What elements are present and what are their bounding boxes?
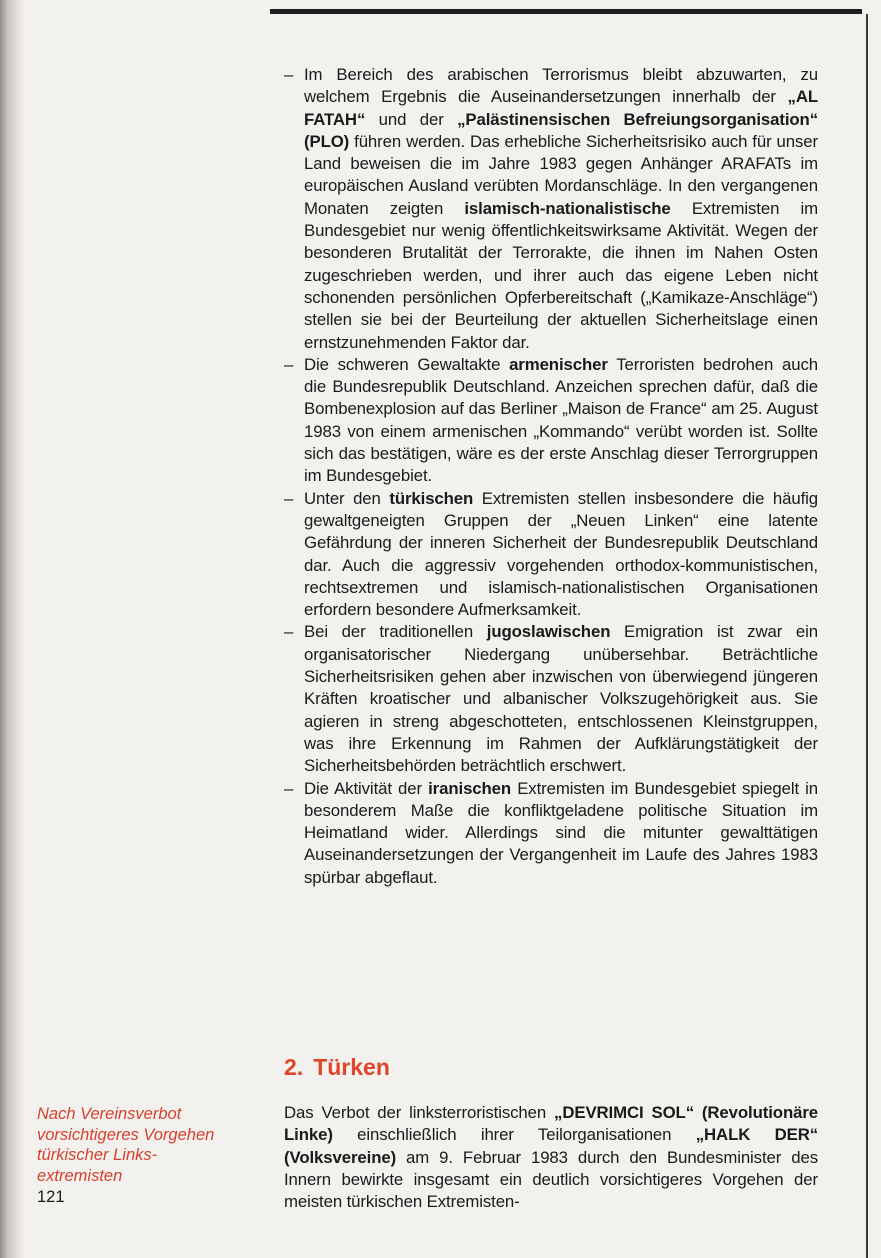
bullet-text <box>304 355 818 485</box>
bullet-list <box>284 64 818 889</box>
text-run: Die Aktivität der <box>304 778 429 798</box>
section-title: Türken <box>313 1054 390 1080</box>
text-run: Extremisten im Bundesgebiet nur wenig öffentlichkeitswirksame Aktivität. Wegen der besonderen Brutalität der Terrorakte, die ihnen im Nahen Osten zugeschrieben werden, und ihrer auch das eigene Leben nicht schonenden persönlichen Opferbereitschaft („Kamikaze-Anschläge“) stellen sie bei der Beurteilung der aktuellen Sicherheitslage einen ernstzunehmenden Faktor dar. <box>304 198 818 352</box>
text-run: Extremisten stellen insbesondere die häufig gewaltgeneigten Gruppen der „Neuen Linken“ eine latente Gefährdung der inneren Sicherheit der Bundesrepublik Deutschland dar. Auch die aggressiv vorgehenden orthodox-kommunistischen, rechtsextremen und islamisch-nationalistischen Organisationen erfordern besondere Aufmerksamkeit. <box>304 488 818 620</box>
bullet-text <box>304 65 818 352</box>
emphasized-text: jugoslawischen <box>486 622 611 642</box>
bullet-text <box>304 489 818 619</box>
margin-note-line: extremisten <box>37 1167 123 1186</box>
page-number: 121 <box>37 1188 65 1206</box>
right-edge-rule <box>866 14 868 1258</box>
text-run: Das Verbot der linksterroristischen <box>284 1103 555 1122</box>
text-run: Extremisten im Bundesgebiet spiegelt in besonderem Maße die konfliktgeladene politische Situation im Heimatland wider. Allerdings sind die mitunter gewalttätigen Auseinandersetzungen der Vergangenheit im Laufe des Jahres 1983 spürbar abgeflaut. <box>304 778 819 887</box>
bullet-item <box>284 778 818 889</box>
emphasized-text: armenischer <box>509 354 608 374</box>
section-intro-paragraph <box>284 1102 818 1213</box>
bullet-text <box>304 622 818 775</box>
text-run: Im Bereich des arabischen Terrorismus bleibt abzuwarten, zu welchem Ergebnis die Auseinandersetzungen innerhalb der <box>304 65 818 107</box>
text-run: und der <box>365 109 458 129</box>
bullet-dash: – <box>284 778 294 798</box>
top-rule <box>270 9 862 14</box>
page-binding-shadow <box>0 0 26 1258</box>
text-run: Bei der traditionellen <box>304 622 487 642</box>
text-run: am 9. Februar 1983 durch den Bundesminister des Innern bewirkte insgesamt ein deutlich vorsichtigeres Vorgehen der meisten türkischen Extremisten- <box>284 1147 818 1212</box>
text-run: einschließlich ihrer Teilorganisationen <box>332 1125 696 1145</box>
bullet-item <box>284 64 818 354</box>
bullet-text <box>304 779 818 887</box>
text-run: Emigration ist zwar ein organisatorischer Niedergang unübersehbar. Beträchtliche Sicherheitsrisiken gehen aber inzwischen von überwiegend jüngeren Kräften kroatischer und albanischer Volkszugehörigkeit aus. Sie agieren in streng abgeschotteten, entschlossenen Kleinstgruppen, was ihre Erkennung im Rahmen der Aufklärungstätigkeit der Sicherheitsbehörden beträchtlich erschwert. <box>304 622 818 776</box>
emphasized-text: „Palästinensischen Befreiungsorganisation“ (PLO) <box>304 109 818 151</box>
emphasized-text: türkischen <box>389 488 474 508</box>
bullet-item <box>284 621 818 777</box>
section-heading <box>284 1054 400 1081</box>
text-run: Die schweren Gewaltakte <box>304 354 510 374</box>
emphasized-text: „HALK DER“ (Volksvereine) <box>284 1125 819 1167</box>
text-run: führen werden. Das erhebliche Sicherheitsrisiko auch für unser Land beweisen die im Jahre 1983 gegen Anhänger ARAFATs im europäischen Ausland verübten Mordanschläge. In den vergangenen Monaten zeigten <box>304 131 818 218</box>
bullet-item <box>284 488 818 622</box>
emphasized-text: „AL FATAH“ <box>304 87 818 129</box>
text-run: Terroristen bedrohen auch die Bundesrepublik Deutschland. Anzeichen sprechen dafür, daß die Bombenexplosion auf das Berliner „Maison de France“ am 25. August 1983 von einem armenischen „Kommando“ verübt worden ist. Sollte sich das bestätigen, wäre es der erste Anschlag dieser Terrorgruppen im Bundesgebiet. <box>304 354 818 486</box>
margin-note-line: vorsichtigeres Vorgehen <box>37 1125 215 1144</box>
bullet-item <box>284 354 818 488</box>
bullet-dash: – <box>284 65 294 84</box>
section-number: 2. <box>284 1054 304 1080</box>
margin-note <box>37 1104 262 1187</box>
emphasized-text: islamisch-nationalistische <box>464 198 671 218</box>
margin-note-line: Nach Vereinsverbot <box>37 1105 182 1123</box>
margin-note-line: türkischer Links- <box>37 1146 158 1165</box>
bullet-dash: – <box>284 488 294 508</box>
bullet-dash: – <box>284 354 294 374</box>
bullet-dash: – <box>284 622 294 642</box>
text-run: Unter den <box>304 488 390 508</box>
emphasized-text: iranischen <box>428 778 512 798</box>
emphasized-text: „DEVRIMCI SOL“ (Revolutionäre Linke) <box>284 1103 818 1145</box>
